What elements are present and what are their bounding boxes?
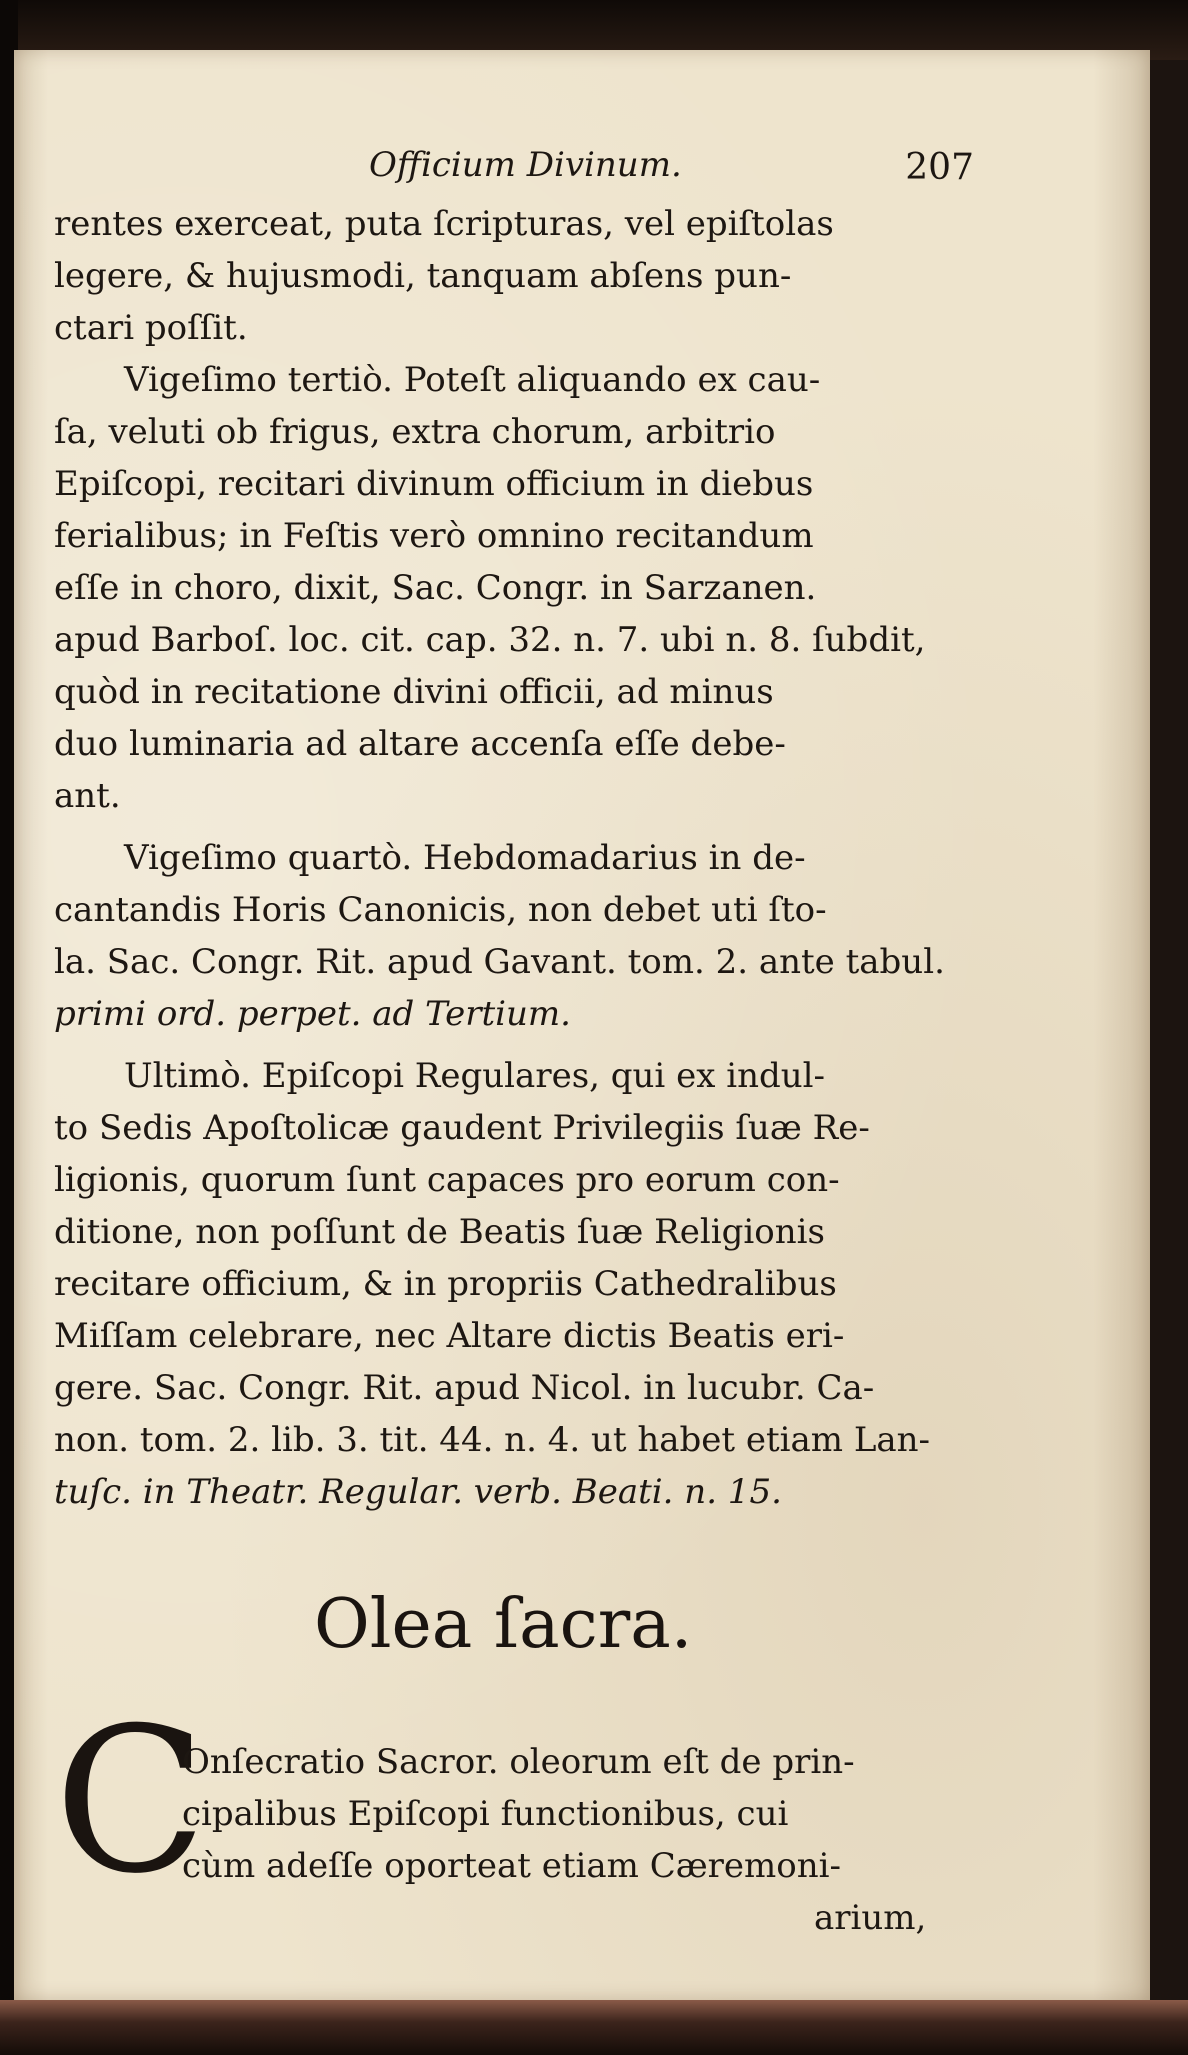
text-line: eſſe in choro, dixit, Sac. Congr. in Sarzanen. xyxy=(54,568,817,608)
paragraph-start-line: Vigeſimo quartò. Hebdomadarius in de- xyxy=(124,838,806,878)
body-text xyxy=(54,200,974,1550)
text-line: non. tom. 2. lib. 3. tit. 44. n. 4. ut habet etiam Lan- xyxy=(54,1420,931,1460)
text-line: rentes exerceat, puta ſcripturas, vel epiſtolas xyxy=(54,204,834,244)
text-line: ferialibus; in Feſtis verò omnino recitandum xyxy=(54,516,814,556)
running-head: Officium Divinum. xyxy=(369,145,682,185)
text-line: Miſſam celebrare, nec Altare dictis Beatis eri- xyxy=(54,1316,845,1356)
text-line: ſa, veluti ob frigus, extra chorum, arbitrio xyxy=(54,412,776,452)
text-line: la. Sac. Congr. Rit. apud Gavant. tom. 2. ante tabul. xyxy=(54,942,945,982)
text-line: cipalibus Epiſcopi functionibus, cui xyxy=(182,1794,789,1834)
text-line: duo luminaria ad altare accenſa eſſe debe- xyxy=(54,724,786,764)
catchword: arium, xyxy=(814,1898,927,1938)
text-line: cùm adeſſe oporteat etiam Cæremoni- xyxy=(182,1846,842,1886)
paragraph-start-line: Ultimò. Epiſcopi Regulares, qui ex indul- xyxy=(124,1056,826,1096)
text-line: legere, & hujusmodi, tanquam abſens pun- xyxy=(54,256,792,296)
paragraph-start-line: Vigeſimo tertiò. Poteſt aliquando ex cau- xyxy=(124,360,821,400)
scan-bottom-border xyxy=(0,2000,1188,2055)
text-line: to Sedis Apoſtolicæ gaudent Privilegiis ſuæ Re- xyxy=(54,1108,870,1148)
text-line: ant. xyxy=(54,776,121,816)
text-line: tuſc. in Theatr. Regular. verb. Beati. n. 15. xyxy=(54,1472,782,1512)
book-page xyxy=(14,50,1150,2000)
text-line: ctari poſſit. xyxy=(54,308,248,348)
page-header xyxy=(314,145,974,195)
text-line: Epiſcopi, recitari divinum officium in diebus xyxy=(54,464,814,504)
page-number: 207 xyxy=(905,147,974,188)
text-line: apud Barboſ. loc. cit. cap. 32. n. 7. ubi n. 8. ſubdit, xyxy=(54,620,926,660)
section-title: Olea ſacra. xyxy=(314,1585,693,1664)
text-line: gere. Sac. Congr. Rit. apud Nicol. in lucubr. Ca- xyxy=(54,1368,875,1408)
text-line: ditione, non poſſunt de Beatis ſuæ Religionis xyxy=(54,1212,825,1252)
text-line: cantandis Horis Canonicis, non debet uti ſto- xyxy=(54,890,827,930)
text-line: primi ord. perpet. ad Tertium. xyxy=(54,994,571,1034)
text-line: recitare officium, & in propriis Cathedralibus xyxy=(54,1264,837,1304)
drop-cap: C xyxy=(54,1685,208,1918)
text-line: quòd in recitatione divini officii, ad minus xyxy=(54,672,774,712)
text-line: ligionis, quorum ſunt capaces pro eorum con- xyxy=(54,1160,840,1200)
text-line: Onſecratio Sacror. oleorum eſt de prin- xyxy=(182,1742,855,1782)
